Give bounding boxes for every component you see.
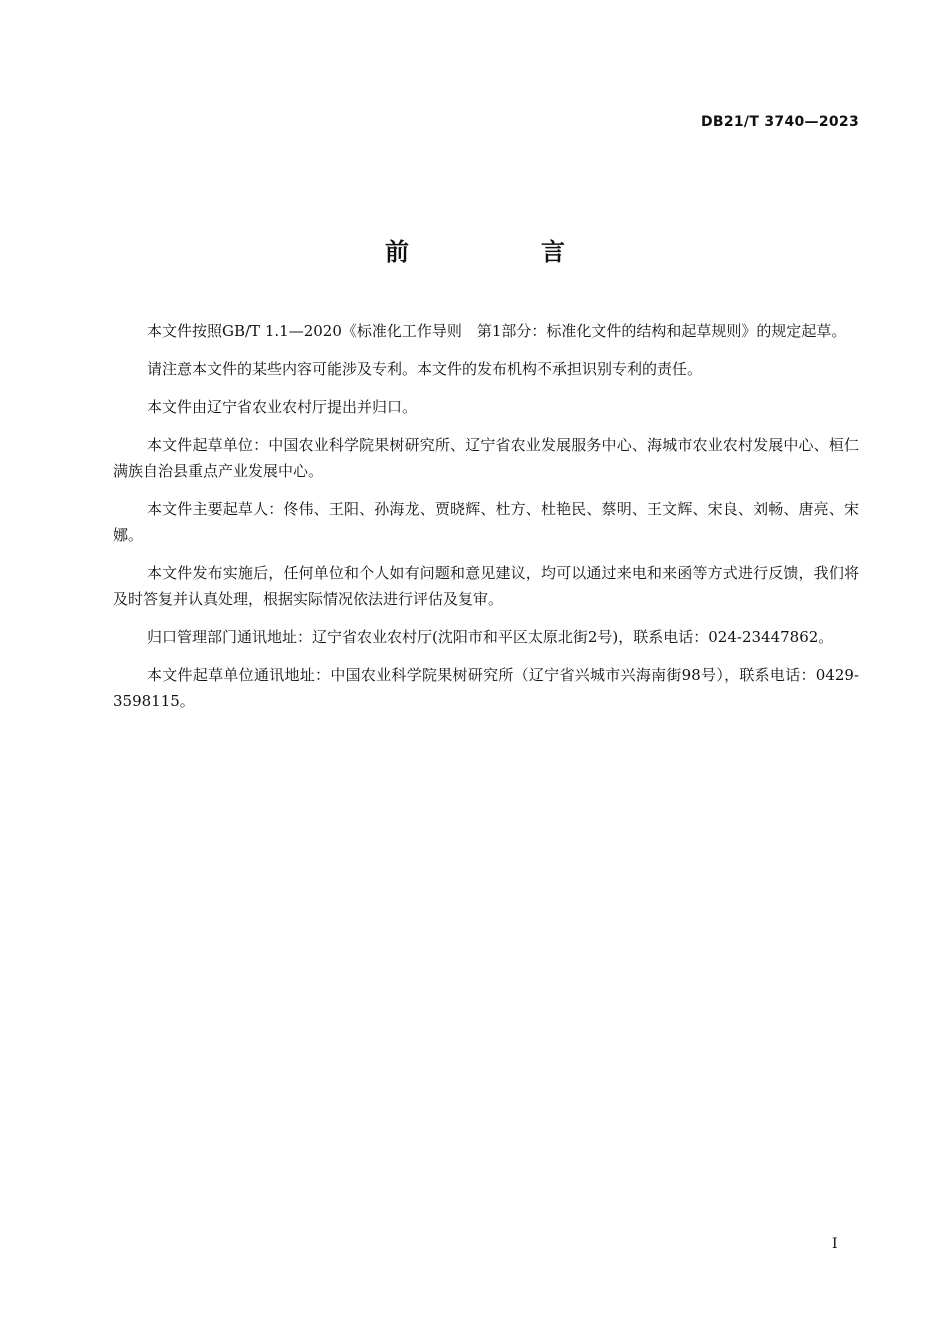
page-title: 前 言	[385, 238, 619, 266]
document-code: DB21/T 3740—2023	[700, 114, 859, 130]
page-number: I	[832, 1236, 838, 1252]
paragraph-drafting-rules: 本文件按照GB/T 1.1—2020《标准化工作导则 第1部分：标准化文件的结构和起草规则》的规定起草。	[147, 322, 847, 340]
paragraph-drafter-address: 本文件起草单位通讯地址：中国农业科学院果树研究所（辽宁省兴城市兴海南街98号），联系电话：0429-3598115。	[113, 666, 859, 710]
paragraph-feedback: 本文件发布实施后，任何单位和个人如有问题和意见建议，均可以通过来电和来函等方式进行反馈，我们将及时答复并认真处理，根据实际情况依法进行评估及复审。	[113, 564, 859, 608]
paragraph-patent-notice: 请注意本文件的某些内容可能涉及专利。本文件的发布机构不承担识别专利的责任。	[147, 360, 703, 378]
paragraph-proposer: 本文件由辽宁省农业农村厅提出并归口。	[147, 398, 418, 416]
paragraph-drafting-units: 本文件起草单位：中国农业科学院果树研究所、辽宁省农业发展服务中心、海城市农业农村发展中心、桓仁满族自治县重点产业发展中心。	[113, 436, 859, 480]
foreword-body	[113, 318, 859, 726]
paragraph-authority-address: 归口管理部门通讯地址：辽宁省农业农村厅(沈阳市和平区太原北街2号)，联系电话：024-23447862。	[147, 628, 834, 646]
paragraph-drafters: 本文件主要起草人：佟伟、王阳、孙海龙、贾晓辉、杜方、杜艳民、蔡明、王文辉、宋良、刘畅、唐亮、宋娜。	[113, 500, 859, 544]
